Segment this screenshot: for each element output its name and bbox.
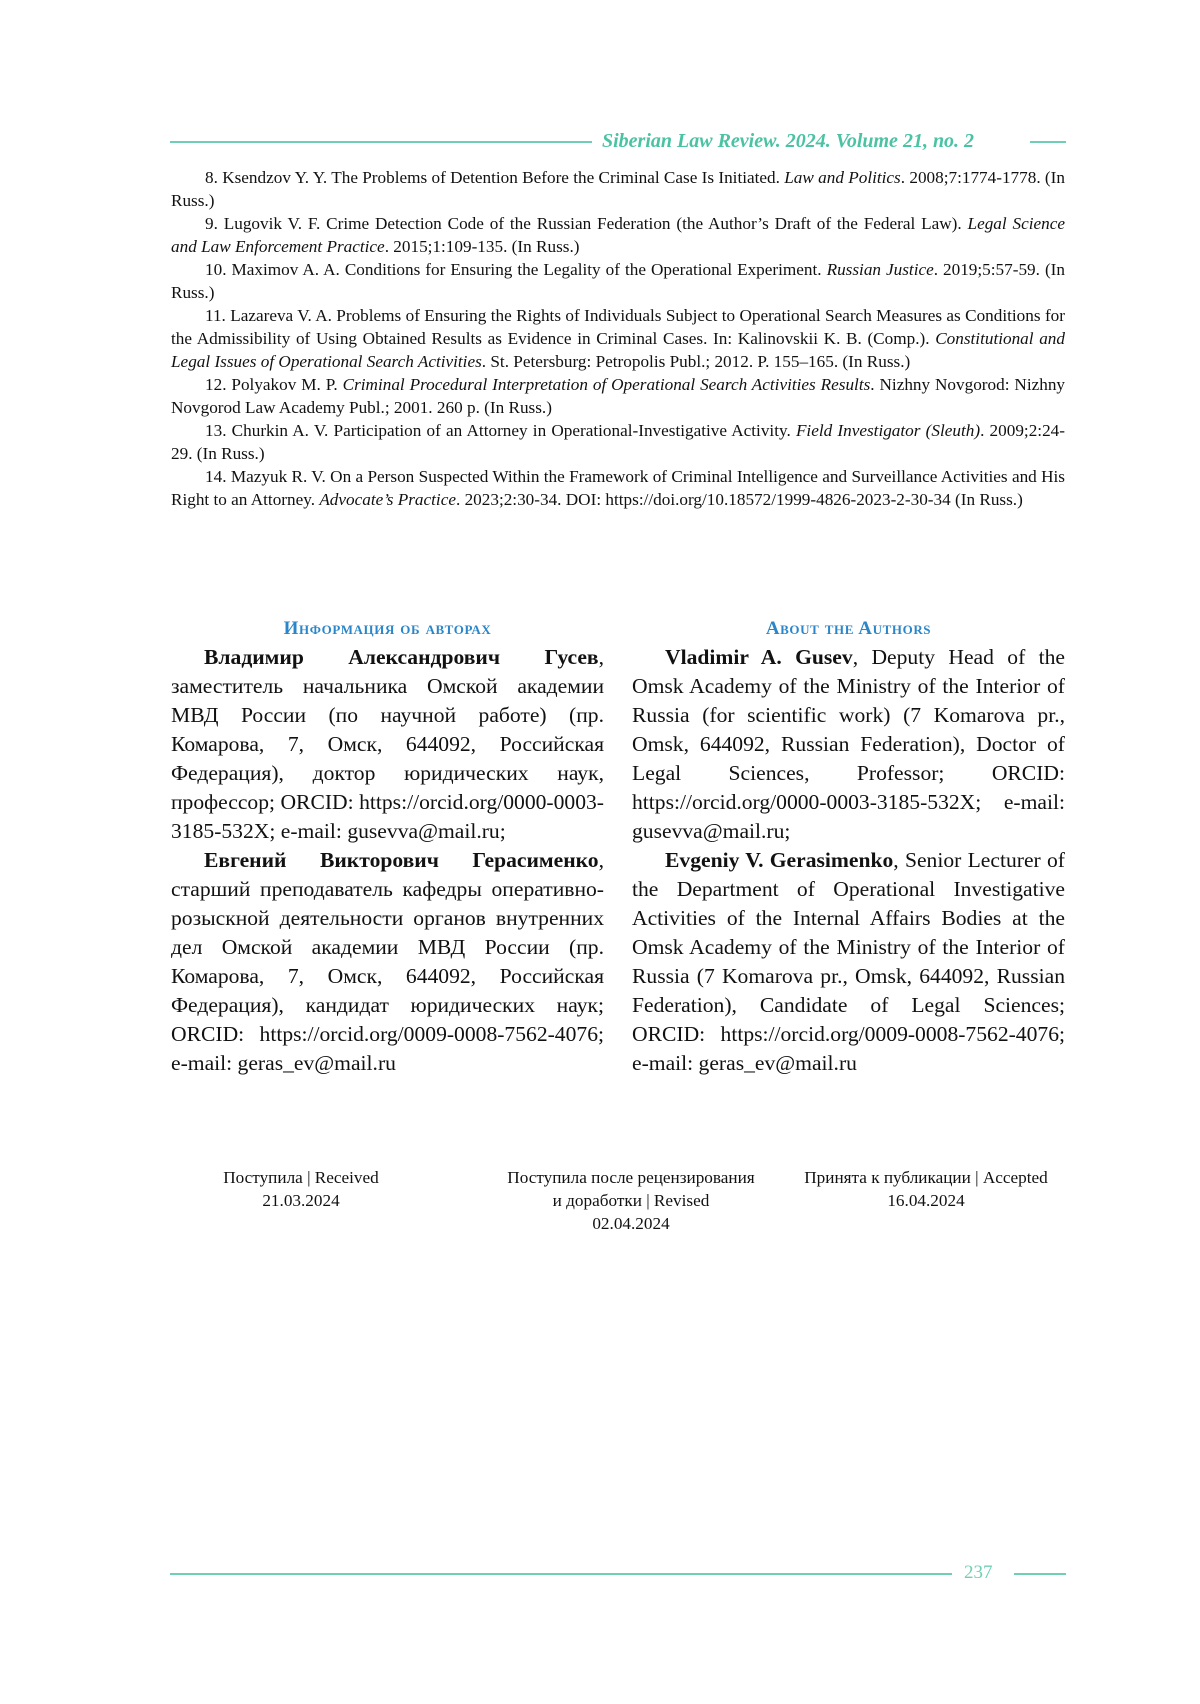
authors-heading-english: About the Authors — [765, 618, 932, 639]
author-name: Владимир Александрович Гусев — [204, 645, 599, 669]
reference-list — [171, 166, 1065, 511]
received-date: 21.03.2024 — [262, 1191, 340, 1210]
reference-details: . 2015;1:109-135. (In Russ.) — [384, 237, 580, 256]
reference-details: . 2008;7:1774-1778. (In Russ.) — [171, 168, 1065, 210]
author-name: Evgeniy V. Gerasimenko — [665, 848, 894, 872]
reference-details: . Nizhny Novgorod: Nizhny Novgorod Law Academy Publ.; 2001. 260 p. (In Russ.) — [171, 375, 1066, 417]
reference-source: Advocate’s Practice — [319, 490, 456, 509]
reference-item — [171, 465, 1065, 511]
reference-item — [171, 373, 1065, 419]
accepted-date-block — [781, 1166, 1071, 1212]
reference-text: 9. Lugovik V. F. Crime Detection Code of the Russian Federation (the Author’s Draft of the Federal Law). — [205, 214, 968, 233]
reference-item — [171, 304, 1065, 373]
footer-rule-left — [170, 1573, 952, 1575]
reference-text: 11. Lazareva V. A. Problems of Ensuring the Rights of Individuals Subject to Operational Search Measures as Conditions for the Admissibility of Using Obtained Results as Evidence in Criminal Cases. In: Kalinovskii K. B. (Comp.). — [171, 306, 1065, 348]
reference-text: 10. Maximov A. A. Conditions for Ensuring the Legality of the Operational Experiment. — [205, 260, 827, 279]
reference-source: Field Investigator (Sleuth) — [795, 421, 981, 440]
received-date-block — [201, 1166, 401, 1212]
reference-item — [171, 258, 1065, 304]
author-details: , заместитель начальника Омской академии МВД России (по научной работе) (пр. Комарова, 7, Омск, 644092, Российская Федерация), доктор юридических наук, профессор; ORCID: https://orcid.org/0000-0003-3185-532X; e-mail: gusevva@mail.ru; — [171, 645, 604, 843]
author-entry — [632, 846, 1065, 1078]
author-name: Vladimir A. Gusev — [665, 645, 853, 669]
reference-source: Law and Politics — [784, 168, 901, 187]
reference-item — [171, 419, 1065, 465]
header-rule-left — [170, 141, 592, 143]
author-entry — [632, 643, 1065, 846]
revised-date: 02.04.2024 — [592, 1214, 670, 1233]
revised-label-line-2: и доработки | Revised — [552, 1191, 710, 1210]
author-entry — [171, 643, 604, 846]
authors-info-russian — [171, 617, 604, 1078]
reference-details: . St. Petersburg: Petropolis Publ.; 2012. P. 155–165. (In Russ.) — [481, 352, 911, 371]
reference-text: 8. Ksendzov Y. Y. The Problems of Detention Before the Criminal Case Is Initiated. — [205, 168, 785, 187]
revised-label-line-1: Поступила после рецензирования — [507, 1168, 755, 1187]
reference-text: 12. Polyakov M. P. — [205, 375, 343, 394]
reference-details: . 2023;2:30-34. DOI: https://doi.org/10.18572/1999-4826-2023-2-30-34 (In Russ.) — [455, 490, 1023, 509]
author-details: , старший преподаватель кафедры оперативно-розыскной деятельности органов внутренних дел Омской академии МВД России (пр. Комарова, 7, Омск, 644092, Российская Федерация), кандидат юридических наук; ORCID: https://orcid.org/0009-0008-7562-4076; e-mail: geras_ev@mail.ru — [171, 848, 604, 1075]
author-entry — [171, 846, 604, 1078]
received-label: Поступила | Received — [223, 1168, 379, 1187]
running-header — [170, 130, 1066, 154]
reference-details: . 2009;2:24-29. (In Russ.) — [171, 421, 1065, 463]
page-number: 237 — [964, 1562, 993, 1583]
reference-source: Russian Justice — [826, 260, 934, 279]
author-name: Евгений Викторович Герасименко — [204, 848, 599, 872]
footer-rule-right — [1014, 1573, 1066, 1575]
reference-item — [171, 166, 1065, 212]
author-details: , Deputy Head of the Omsk Academy of the Ministry of the Interior of Russia (for scientific work) (7 Komarova pr., Omsk, 644092, Russian Federation), Doctor of Legal Sciences, Professor; ORCID: https://orcid.org/0000-0003-3185-532X; e-mail: gusevva@mail.ru; — [632, 645, 1065, 843]
reference-source: Criminal Procedural Interpretation of Operational Search Activities Results — [342, 375, 871, 394]
authors-info-english — [632, 617, 1065, 1078]
reference-details: . 2019;5:57-59. (In Russ.) — [171, 260, 1065, 302]
reference-source: Legal Science and Law Enforcement Practice — [171, 214, 1065, 256]
journal-title: Siberian Law Review. 2024. Volume 21, no. 2 — [602, 130, 975, 152]
author-details: , Senior Lecturer of the Department of Operational Investigative Activities of the Internal Affairs Bodies at the Omsk Academy of the Ministry of the Interior of Russia (7 Komarova pr., Omsk, 644092, Russian Federation), Candidate of Legal Sciences; ORCID: https://orcid.org/0009-0008-7562-4076; e-mail: geras_ev@mail.ru — [632, 848, 1065, 1075]
accepted-date: 16.04.2024 — [887, 1191, 965, 1210]
page-footer — [170, 1562, 1066, 1586]
reference-item — [171, 212, 1065, 258]
reference-source: Constitutional and Legal Issues of Operational Search Activities — [171, 329, 1065, 371]
reference-text: 14. Mazyuk R. V. On a Person Suspected Within the Framework of Criminal Intelligence and Surveillance Activities and His Right to an Attorney. — [171, 467, 1065, 509]
accepted-label: Принята к публикации | Accepted — [804, 1168, 1048, 1187]
reference-text: 13. Churkin A. V. Participation of an Attorney in Operational-Investigative Activity. — [205, 421, 796, 440]
header-rule-right — [1030, 141, 1066, 143]
authors-heading-russian: Информация об авторах — [283, 618, 492, 639]
revised-date-block — [471, 1166, 791, 1235]
